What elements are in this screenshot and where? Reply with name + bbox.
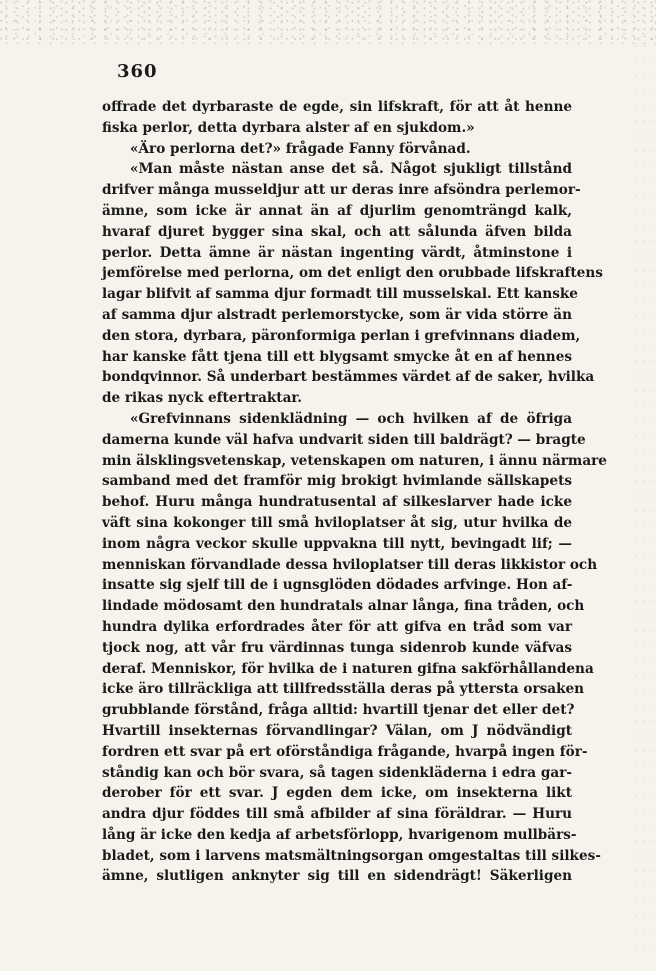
- text-line: väft sina kokonger till små hviloplatser åt sig, utur hvilka de: [102, 514, 572, 531]
- text-line: andra djur föddes till små afbilder af sina föräldrar. — Huru: [102, 806, 572, 823]
- text-line: fiska perlor, detta dyrbara alster af en sjukdom.»: [102, 119, 475, 136]
- text-line: «Äro perlorna det?» frågade Fanny förvånad.: [130, 140, 471, 157]
- scan-noise-top: [0, 0, 656, 44]
- text-line: Hvartill insekternas förvandlingar? Välan, om J nödvändigt: [102, 722, 572, 739]
- text-line: min älsklingsvetenskap, vetenskapen om naturen, i ännu närmare: [102, 452, 607, 469]
- text-line: «Man måste nästan anse det så. Något sjukligt tillstånd: [130, 161, 572, 178]
- text-line: de rikas nyck eftertraktar.: [102, 390, 303, 407]
- text-line: ståndig kan och bör svara, så tagen sidenkläderna i edra gar-: [102, 764, 572, 781]
- text-line: ämne, slutligen anknyter sig till en sidendrägt! Säkerligen: [102, 868, 572, 885]
- text-line: den stora, dyrbara, päronformiga perlan i grefvinnans diadem,: [102, 327, 581, 344]
- text-line: hundra dylika erfordrades åter för att gifva en tråd som var: [102, 618, 572, 635]
- text-line: ämne, som icke är annat än af djurlim genomträngd kalk,: [102, 202, 572, 219]
- text-line: insatte sig sjelf till de i ugnsglöden dödades arfvinge. Hon af-: [102, 577, 573, 594]
- text-line: offrade det dyrbaraste de egde, sin lifskraft, för att åt henne: [102, 99, 572, 115]
- text-line: deraf. Menniskor, för hvilka de i naturen gifna sakförhållandena: [102, 660, 594, 677]
- text-line: tjock nog, att vår fru värdinnas tunga sidenrob kunde väfvas: [102, 639, 572, 656]
- text-line: «Grefvinnans sidenklädning — och hvilken af de öfriga: [130, 410, 572, 427]
- text-line: bondqvinnor. Så underbart bestämmes värdet af de saker, hvilka: [102, 369, 595, 386]
- text-line: icke äro tillräckliga att tillfredsställa deras på yttersta orsaken: [102, 681, 585, 698]
- text-line: lång är icke den kedja af arbetsförlopp, hvarigenom mullbärs-: [102, 826, 577, 843]
- scan-noise-right: [632, 40, 656, 960]
- text-line: jemförelse med perlorna, om det enligt den orubbade lifskraftens: [102, 265, 603, 282]
- text-line: har kanske fått tjena till ett blygsamt smycke åt en af hennes: [102, 348, 572, 365]
- text-line: fordren ett svar på ert oförståndiga frågande, hvarpå ingen för-: [102, 743, 588, 760]
- text-line: hvaraf djuret bygger sina skal, och att sålunda äfven bilda: [102, 223, 572, 240]
- text-line: lindade mödosamt den hundratals alnar långa, fina tråden, och: [102, 598, 585, 615]
- text-line: lagar blifvit af samma djur formadt till musselskal. Ett kanske: [102, 286, 578, 303]
- text-line: samband med det framför mig brokigt hvimlande sällskapets: [102, 473, 572, 490]
- text-line: behof. Huru många hundratusental af silkeslarver hade icke: [102, 494, 572, 511]
- text-line: perlor. Detta ämne är nästan ingenting värdt, åtminstone i: [102, 244, 572, 261]
- text-line: derober för ett svar. J egden dem icke, om insekterna likt: [102, 785, 572, 802]
- text-line: menniskan förvandlade dessa hviloplatser till deras likkistor och: [102, 556, 598, 573]
- text-line: damerna kunde väl hafva undvarit siden till baldrägt? — bragte: [102, 431, 586, 448]
- text-line: af samma djur alstradt perlemorstycke, som är vida större än: [102, 306, 572, 323]
- text-line: inom några veckor skulle uppvakna till nytt, bevingadt lif; —: [102, 535, 572, 552]
- text-line: grubblande förstånd, fråga alltid: hvartill tjenar det eller det?: [102, 702, 575, 719]
- page-number: 360: [117, 61, 158, 82]
- text-line: bladet, som i larvens matsmältningsorgan omgestaltas till silkes-: [102, 847, 601, 864]
- text-line: drifver många musseldjur att ur deras inre afsöndra perlemor-: [102, 182, 581, 199]
- body-text: [102, 97, 607, 887]
